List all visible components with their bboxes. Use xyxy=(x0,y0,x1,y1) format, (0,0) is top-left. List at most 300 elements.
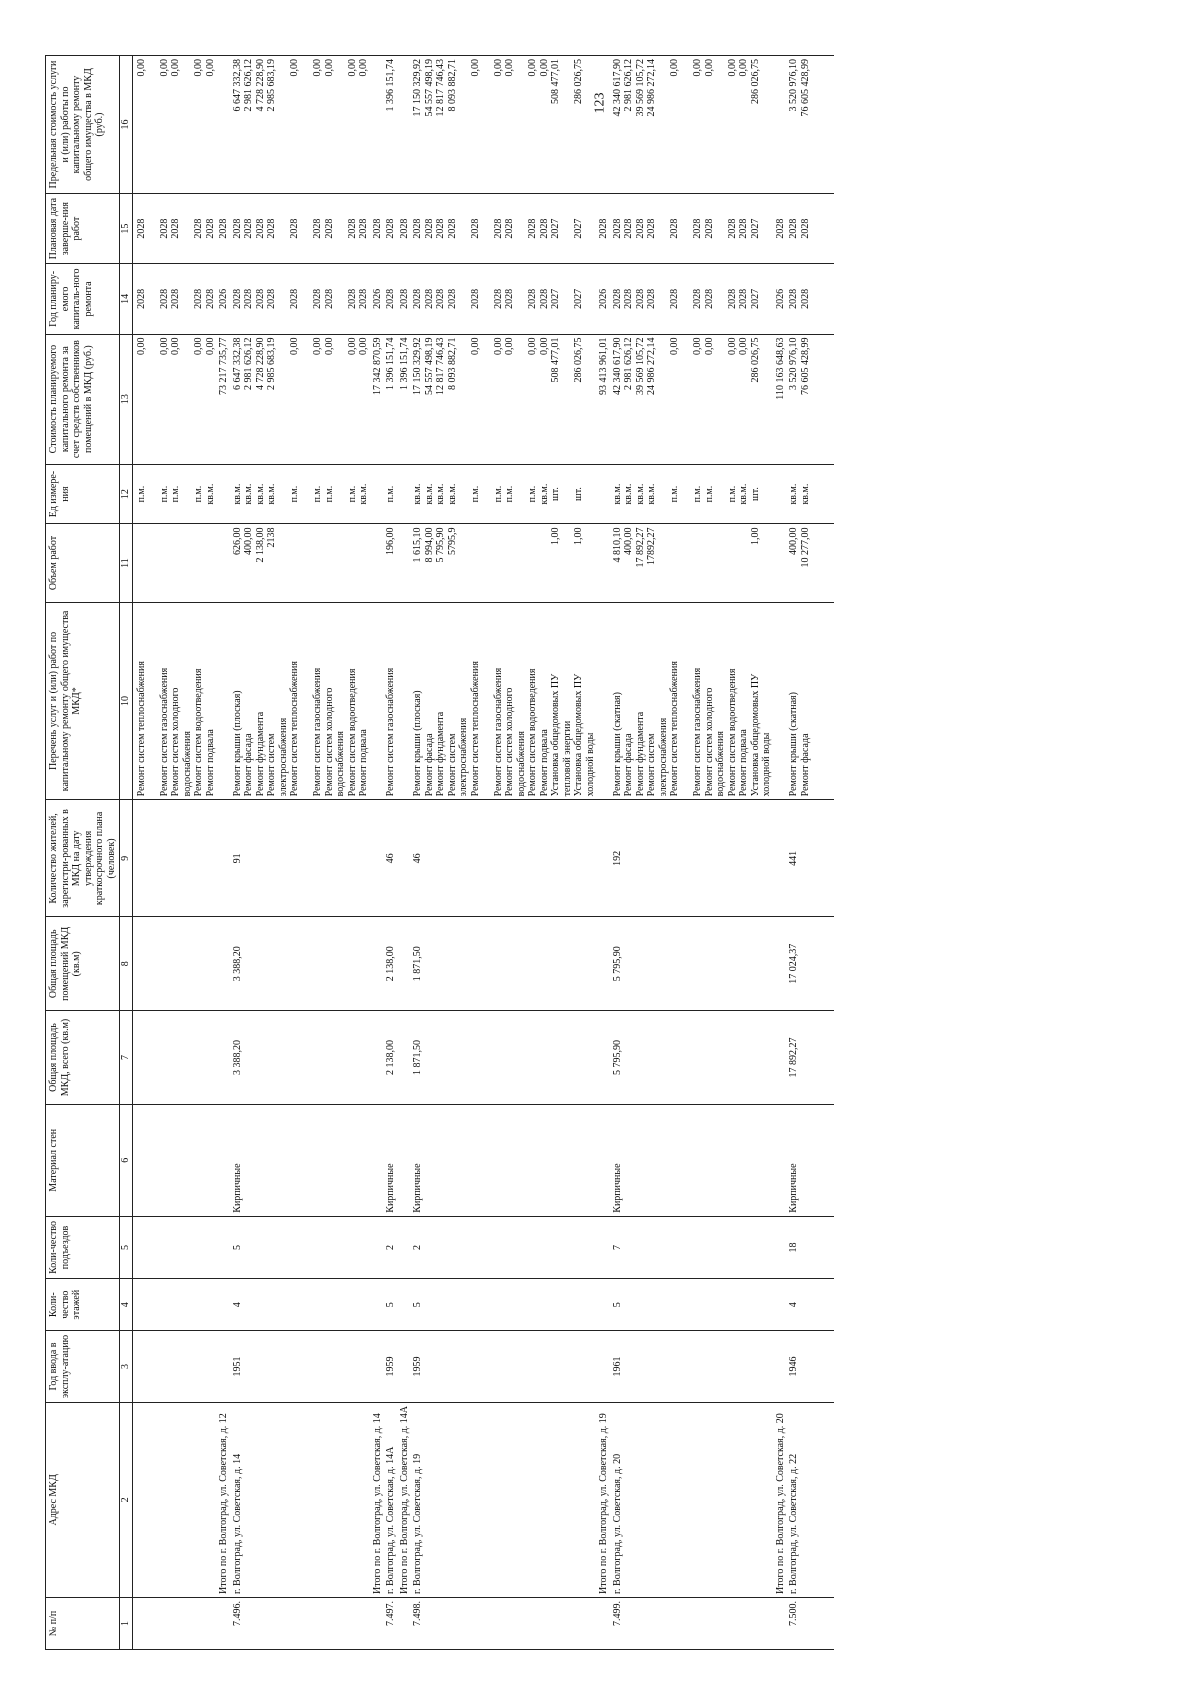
table-cell xyxy=(371,1597,385,1649)
cell-text: г. Волгоград, ул. Советская, д. 19 xyxy=(412,1453,423,1594)
table-cell xyxy=(132,1597,217,1649)
table-cell xyxy=(132,1011,217,1105)
filler-row xyxy=(812,56,834,1650)
table-cell xyxy=(774,602,788,800)
cell-text: Ремонт крыши (скатная) Ремонт фасада xyxy=(788,692,811,797)
table-cell xyxy=(398,1402,412,1597)
cell-text xyxy=(218,1108,230,1213)
table-cell xyxy=(398,1216,412,1278)
cell-text xyxy=(598,803,610,913)
table-cell xyxy=(217,464,231,524)
table-cell xyxy=(217,1331,231,1403)
empty-cell xyxy=(812,1331,834,1403)
cell-text xyxy=(218,1334,230,1399)
table-cell xyxy=(597,1279,611,1331)
cell-text: 17 024,37 xyxy=(788,943,799,984)
cell-text xyxy=(136,920,148,1007)
table-cell xyxy=(398,1597,412,1649)
cell-text: Итого по г. Волгоград, ул. Советская, д. 14 xyxy=(371,1413,383,1594)
table-cell xyxy=(217,917,231,1011)
cell-text: 73 217 735,77 xyxy=(218,337,229,396)
empty-cell xyxy=(812,56,834,194)
col-header: Коли-чество этажей xyxy=(46,1279,120,1331)
cell-text: 1951 xyxy=(231,1356,243,1377)
col-number: 15 xyxy=(120,194,133,264)
empty-cell xyxy=(812,1216,834,1278)
cell-text xyxy=(218,1601,230,1646)
total-row xyxy=(774,56,788,1650)
cell-text: Кирпичные xyxy=(788,1163,799,1213)
table-cell xyxy=(371,1216,385,1278)
cell-text: кв.м. кв.м. кв.м. кв.м. п.м. п.м. п.м. п.м. кв.м. шт. xyxy=(611,483,761,505)
table-cell xyxy=(217,1216,231,1278)
cell-text xyxy=(399,1014,411,1101)
cell-text: 2028 xyxy=(385,218,396,239)
cell-text xyxy=(218,803,230,913)
cell-text xyxy=(136,1282,148,1327)
col-number: 16 xyxy=(120,56,133,194)
table-cell xyxy=(371,1279,385,1331)
table-cell xyxy=(132,1216,217,1278)
table-cell xyxy=(371,1011,385,1105)
cell-text: 2028 2028 2028 2028 2028 2028 2028 2028 2028 2027 2027 xyxy=(412,288,584,309)
table-cell xyxy=(132,1331,217,1403)
cell-text: 46 xyxy=(412,853,423,864)
table-cell xyxy=(132,56,217,194)
table-cell xyxy=(384,464,398,524)
empty-cell xyxy=(812,917,834,1011)
table-cell xyxy=(611,1011,774,1105)
table-cell xyxy=(597,1104,611,1216)
cell-text xyxy=(775,1334,787,1399)
cell-text xyxy=(372,1220,384,1275)
cell-text: 2028 xyxy=(398,218,410,239)
cell-text: Кирпичные xyxy=(611,1163,623,1213)
table-cell xyxy=(787,264,812,334)
cell-text: 2028 2028 2028 2028 2028 2028 2028 2028 2028 xyxy=(231,288,369,309)
table-cell xyxy=(774,56,788,194)
table-cell xyxy=(384,334,398,464)
table-cell xyxy=(611,524,774,602)
cell-text xyxy=(598,1334,610,1399)
table-cell xyxy=(411,602,597,800)
col-header: Перечень услуг и (или) работ по капитальному ремонту общего имущества МКД* xyxy=(46,602,120,800)
page-number: 123 xyxy=(592,92,608,114)
cell-text xyxy=(136,1108,148,1213)
table-cell xyxy=(611,56,774,194)
table-cell xyxy=(371,464,385,524)
table-cell xyxy=(411,1597,597,1649)
table-cell xyxy=(384,1104,398,1216)
cell-text xyxy=(136,1406,148,1594)
table-cell xyxy=(611,800,774,917)
table-cell xyxy=(398,1279,412,1331)
cell-text xyxy=(218,920,230,1007)
table-cell xyxy=(398,194,412,264)
table-cell xyxy=(411,917,597,1011)
table-cell xyxy=(611,1331,774,1403)
table-cell xyxy=(774,194,788,264)
table-cell xyxy=(787,917,812,1011)
cell-text: 2028 xyxy=(385,288,396,309)
table-cell xyxy=(231,1104,371,1216)
cell-text: 2028 2028 2028 2028 2028 2028 2028 2028 2028 2027 xyxy=(611,288,761,309)
table-cell xyxy=(398,264,412,334)
cell-text: 2028 2028 2028 2028 2028 2028 2028 2028 2028 xyxy=(231,218,369,239)
cell-text: 46 xyxy=(385,853,396,864)
cell-text: 2 138,00 xyxy=(385,1039,396,1075)
table-cell xyxy=(231,334,371,464)
cell-text xyxy=(775,1220,787,1275)
cell-text xyxy=(598,1601,610,1646)
cell-text xyxy=(218,1282,230,1327)
table-cell xyxy=(597,1597,611,1649)
table-cell xyxy=(597,334,611,464)
table-cell xyxy=(217,194,231,264)
cell-text xyxy=(598,468,610,521)
empty-cell xyxy=(812,334,834,464)
table-cell xyxy=(611,1216,774,1278)
cell-text xyxy=(136,1601,148,1646)
col-number: 12 xyxy=(120,464,133,524)
table-cell xyxy=(411,194,597,264)
cell-text xyxy=(372,606,384,797)
cell-text: 7.500. xyxy=(788,1600,799,1626)
cell-text: Ремонт крыши (скатная) Ремонт фасада Ремонт фундамента Ремонт систем электроснабжения Ремонт систем теплоснабжения Ремонт систем газоснабжения Ремонт систем холодного водоснабжения Ремонт систем водоотведения Ремонт подвала Установка общедомовых ПУ холодной воды xyxy=(611,661,772,797)
cell-text: 7.499. xyxy=(611,1600,623,1626)
table-cell xyxy=(217,56,231,194)
table-cell xyxy=(384,1011,398,1105)
table-cell xyxy=(787,194,812,264)
table-cell xyxy=(774,1104,788,1216)
cell-text: Ремонт крыши (плоская) Ремонт фасада Ремонт фундамента Ремонт систем электроснабжения Ремонт систем теплоснабжения Ремонт систем газоснабжения Ремонт систем холодного водоснабжения Ремонт систем водоотведения Ремонт подвала Установка общедомовых ПУ тепловой энергии Установка общедомовых ПУ холодной воды xyxy=(412,661,596,797)
cell-text: 2 138,00 xyxy=(385,946,396,982)
table-row xyxy=(384,56,398,1650)
col-header: Общая площадь МКД, всего (кв.м) xyxy=(46,1011,120,1105)
table-cell xyxy=(597,917,611,1011)
cell-text: Итого по г. Волгоград, ул. Советская, д. 12 xyxy=(218,1413,229,1594)
col-header: № п/п xyxy=(46,1597,120,1649)
cell-text: 2028 2028 xyxy=(788,218,811,239)
table-body xyxy=(120,56,835,1650)
table-cell xyxy=(611,334,774,464)
empty-cell xyxy=(812,1011,834,1105)
table-cell xyxy=(411,1011,597,1105)
cell-text: п.м. п.м. п.м. п.м. кв.м. xyxy=(135,483,216,505)
cell-text: 17 150 329,92 54 557 498,19 12 817 746,43 8 093 882,71 0,00 0,00 0,00 0,00 0,00 508 477,01 286 026,75 xyxy=(412,337,584,396)
cell-text xyxy=(399,920,411,1007)
cell-text: Ремонт систем теплоснабжения Ремонт систем газоснабжения Ремонт систем холодного водоснабжения Ремонт систем водоотведения Ремонт подвала xyxy=(135,661,216,797)
cell-text xyxy=(775,606,787,797)
table-cell xyxy=(411,334,597,464)
table-cell xyxy=(132,194,217,264)
table-cell xyxy=(132,602,217,800)
table-cell xyxy=(371,1331,385,1403)
table-cell xyxy=(597,464,611,524)
cell-text xyxy=(399,1282,411,1327)
cell-text xyxy=(598,1108,610,1213)
cell-text: 4 810,10 400,00 17 892,27 17892,27 1,00 xyxy=(611,527,761,568)
table-cell xyxy=(774,524,788,602)
table-cell xyxy=(787,1279,812,1331)
table-cell xyxy=(217,334,231,464)
cell-text: Итого по г. Волгоград, ул. Советская, д. 19 xyxy=(598,1413,609,1594)
cell-text xyxy=(598,528,610,599)
cell-text: Кирпичные xyxy=(412,1163,423,1213)
table-cell xyxy=(132,917,217,1011)
table-cell xyxy=(411,1104,597,1216)
cell-text xyxy=(598,1220,610,1275)
table-cell xyxy=(787,524,812,602)
cell-text xyxy=(399,1334,411,1399)
table-cell xyxy=(217,264,231,334)
table-cell xyxy=(371,524,385,602)
cell-text xyxy=(399,1220,411,1275)
col-number: 9 xyxy=(120,800,133,917)
table-cell xyxy=(611,264,774,334)
col-header: Стоимость планируемого капитального ремонта за счет средств собственников помещений в МКД (руб.) xyxy=(46,334,120,464)
table-cell xyxy=(371,602,385,800)
cell-text: 3 520 976,10 76 605 428,99 xyxy=(788,59,811,117)
table-cell xyxy=(132,1104,217,1216)
table-cell xyxy=(774,1597,788,1649)
cell-text: 5 xyxy=(412,1302,423,1308)
cell-text: Кирпичные xyxy=(231,1163,243,1213)
col-header: Плановая дата заверше-ния работ xyxy=(46,194,120,264)
table-cell xyxy=(384,1216,398,1278)
col-number: 6 xyxy=(120,1104,133,1216)
table-cell xyxy=(597,1011,611,1105)
cell-text xyxy=(775,1601,787,1646)
cell-text: г. Волгоград, ул. Советская, д. 22 xyxy=(788,1453,799,1594)
table-cell xyxy=(611,1597,774,1649)
col-number: 14 xyxy=(120,264,133,334)
cell-text: 7 xyxy=(611,1244,623,1250)
cell-text: 1 871,50 xyxy=(412,1039,423,1075)
cell-text xyxy=(775,920,787,1007)
table-cell xyxy=(398,800,412,917)
cell-text: 17 342 870,59 xyxy=(371,337,383,396)
cell-text: 1946 xyxy=(788,1356,799,1377)
table-cell xyxy=(411,1331,597,1403)
table-cell xyxy=(597,1402,611,1597)
table-cell xyxy=(787,1331,812,1403)
cell-text: 2026 xyxy=(371,288,383,309)
cell-text: 42 340 617,90 2 981 626,12 39 569 105,72 24 986 272,14 0,00 0,00 0,00 0,00 0,00 286 026,75 xyxy=(611,59,761,117)
cell-text: 6 647 332,38 2 981 626,12 4 728 228,90 2 985 683,19 0,00 0,00 0,00 0,00 0,00 xyxy=(231,59,369,112)
total-row xyxy=(597,56,611,1650)
empty-cell xyxy=(812,1597,834,1649)
table-cell xyxy=(411,1402,597,1597)
column-number-row xyxy=(120,56,133,1650)
cell-text: г. Волгоград, ул. Советская, д. 20 xyxy=(611,1453,623,1594)
cell-text: 5 xyxy=(611,1302,623,1308)
table-cell xyxy=(384,1597,398,1649)
cell-text: 7.497. xyxy=(385,1600,396,1626)
table-cell xyxy=(398,56,412,194)
table-cell xyxy=(231,524,371,602)
cell-text: 17 892,27 xyxy=(788,1037,799,1078)
table-cell xyxy=(597,800,611,917)
table-cell xyxy=(217,1279,231,1331)
cell-text: 2 xyxy=(385,1244,396,1250)
col-header: Материал стен xyxy=(46,1104,120,1216)
table-cell xyxy=(398,602,412,800)
col-number: 5 xyxy=(120,1216,133,1278)
table-cell xyxy=(398,1011,412,1105)
cell-text: 3 520 976,10 76 605 428,99 xyxy=(788,337,811,396)
cell-text xyxy=(775,528,787,599)
cell-text xyxy=(218,1220,230,1275)
table-cell xyxy=(132,524,217,602)
table-cell xyxy=(597,1331,611,1403)
table-cell xyxy=(371,1402,385,1597)
cell-text: 626,00 400,00 2 138,00 2138 xyxy=(231,527,277,563)
table-cell xyxy=(411,1279,597,1331)
cell-text: 1 396 151,74 xyxy=(385,337,396,391)
cell-text xyxy=(136,1220,148,1275)
cell-text xyxy=(372,468,384,521)
table-cell xyxy=(371,800,385,917)
table-cell xyxy=(384,524,398,602)
cell-text xyxy=(218,606,230,797)
table-cell xyxy=(132,334,217,464)
cell-text: 18 xyxy=(788,1242,799,1253)
col-header: Количество жителей, зарегистри-рованных в МКД на дату утверждения краткосрочного плана (человек) xyxy=(46,800,120,917)
table-cell xyxy=(231,1011,371,1105)
col-header: Адрес МКД xyxy=(46,1402,120,1597)
table-cell xyxy=(398,334,412,464)
col-number: 7 xyxy=(120,1011,133,1105)
table-row xyxy=(231,56,371,1650)
table-cell xyxy=(231,1331,371,1403)
table-cell xyxy=(787,1597,812,1649)
col-number: 3 xyxy=(120,1331,133,1403)
col-header: Коли-чество подъездов xyxy=(46,1216,120,1278)
table-cell xyxy=(787,1011,812,1105)
cell-text xyxy=(218,1014,230,1101)
capital-repair-table xyxy=(45,55,834,1650)
total-row xyxy=(398,56,412,1650)
cell-text: 3 388,20 xyxy=(231,1039,243,1075)
cell-text: 2028 2028 2028 2028 2028 xyxy=(135,218,216,239)
cell-text: 2028 xyxy=(598,218,609,239)
cell-text: 6 647 332,38 2 981 626,12 4 728 228,90 2 985 683,19 0,00 0,00 0,00 0,00 0,00 xyxy=(231,337,369,391)
cell-text xyxy=(399,606,411,797)
table-cell xyxy=(384,800,398,917)
cell-text: 2028 xyxy=(218,218,229,239)
col-number: 1 xyxy=(120,1597,133,1649)
cell-text xyxy=(775,468,787,521)
table-cell xyxy=(384,194,398,264)
table-cell xyxy=(787,1216,812,1278)
cell-text: 2028 2028 2028 2028 2028 2028 2028 2028 2028 2027 2027 xyxy=(412,218,584,239)
empty-cell xyxy=(812,264,834,334)
col-number: 11 xyxy=(120,524,133,602)
cell-text xyxy=(218,528,230,599)
table-cell xyxy=(384,56,398,194)
cell-text xyxy=(775,1108,787,1213)
table-cell xyxy=(774,334,788,464)
cell-text: 1 396 151,74 xyxy=(385,59,396,112)
cell-text xyxy=(136,803,148,913)
cell-text xyxy=(598,1282,610,1327)
table-cell xyxy=(231,800,371,917)
cell-text: кв.м. кв.м. xyxy=(788,483,811,505)
table-cell xyxy=(132,800,217,917)
col-number: 4 xyxy=(120,1279,133,1331)
table-cell xyxy=(132,464,217,524)
table-cell xyxy=(597,524,611,602)
cell-text: г. Волгоград, ул. Советская, д. 14А xyxy=(385,1446,396,1594)
table-cell xyxy=(384,264,398,334)
cell-text xyxy=(775,59,787,190)
table-cell xyxy=(217,1402,231,1597)
table-cell xyxy=(787,56,812,194)
table-cell xyxy=(398,917,412,1011)
table-cell xyxy=(774,917,788,1011)
col-number: 10 xyxy=(120,602,133,800)
table-cell xyxy=(611,602,774,800)
table-cell xyxy=(597,602,611,800)
table-cell xyxy=(132,264,217,334)
cell-text xyxy=(372,1601,384,1646)
col-header: Год ввода в эксплу-атацию xyxy=(46,1331,120,1403)
table-cell xyxy=(398,1104,412,1216)
cell-text xyxy=(372,1014,384,1101)
cell-text xyxy=(775,1282,787,1327)
cell-text: 2026 xyxy=(774,288,786,309)
cell-text xyxy=(399,528,411,599)
cell-text xyxy=(399,803,411,913)
cell-text: 1 615,10 8 994,00 5 795,90 5795,9 1,00 1,00 xyxy=(412,527,584,563)
cell-text: 91 xyxy=(231,853,243,864)
table-cell xyxy=(774,1402,788,1597)
table-cell xyxy=(774,800,788,917)
rotated-page xyxy=(45,55,1195,1650)
table-cell xyxy=(597,264,611,334)
cell-text: 196,00 xyxy=(385,527,396,555)
empty-cell xyxy=(812,1104,834,1216)
table-cell xyxy=(411,800,597,917)
cell-text: 7.498. xyxy=(412,1600,423,1626)
cell-text: 4 xyxy=(788,1302,799,1308)
table-cell xyxy=(217,1597,231,1649)
table-cell xyxy=(231,464,371,524)
cell-text: Ремонт систем газоснабжения xyxy=(385,667,396,797)
cell-text: 5 xyxy=(231,1244,243,1250)
cell-text: 42 340 617,90 2 981 626,12 39 569 105,72 24 986 272,14 0,00 0,00 0,00 0,00 0,00 286 026,75 xyxy=(611,337,761,396)
table-cell xyxy=(774,464,788,524)
table-cell xyxy=(787,334,812,464)
table-cell xyxy=(231,1402,371,1597)
cell-text: 1 396 151,74 xyxy=(398,337,410,391)
cell-text xyxy=(399,59,411,190)
table-cell xyxy=(231,1216,371,1278)
table-cell xyxy=(231,264,371,334)
empty-cell xyxy=(812,194,834,264)
table-cell xyxy=(231,602,371,800)
cell-text: 93 413 961,01 xyxy=(598,337,609,396)
table-cell xyxy=(774,1331,788,1403)
table-cell xyxy=(611,194,774,264)
cell-text xyxy=(372,920,384,1007)
table-cell xyxy=(611,464,774,524)
table-cell xyxy=(787,602,812,800)
col-header: Объем работ xyxy=(46,524,120,602)
table-cell xyxy=(384,917,398,1011)
table-cell xyxy=(231,1279,371,1331)
